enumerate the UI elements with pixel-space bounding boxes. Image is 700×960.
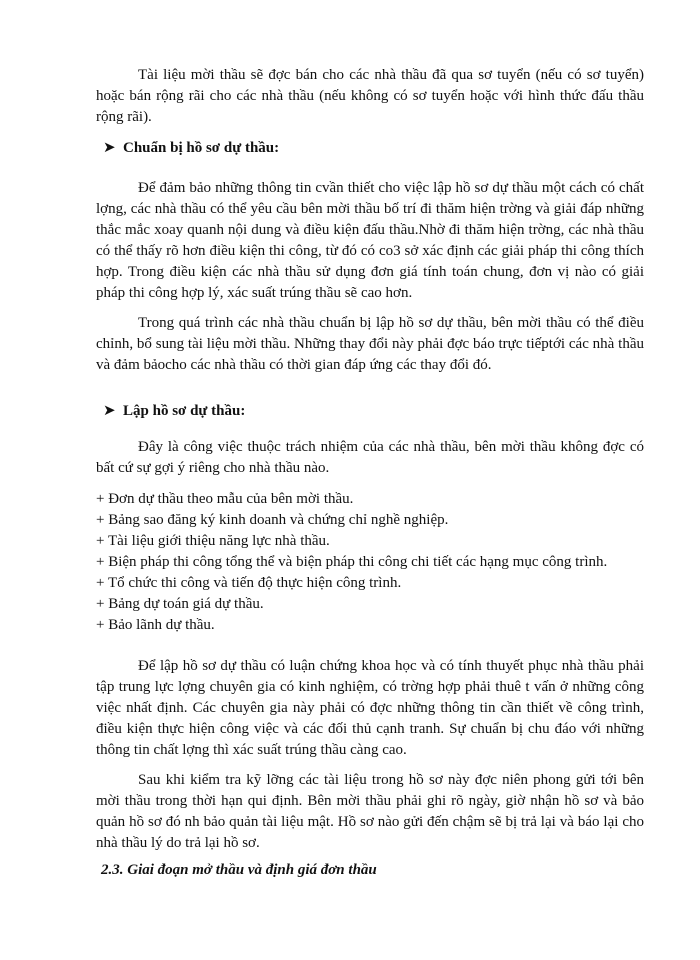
paragraph-responsibility: Đây là công việc thuộc trách nhiệm của các nhà thầu, bên mời thầu không đợc có bất cứ sự gợi ý riêng cho nhà thầu nào. [96,439,644,476]
list-item: + Đơn dự thầu theo mẫu của bên mời thầu. [96,491,354,507]
list-item: + Bảng sao đăng ký kinh doanh và chứng chỉ nghề nghiệp. [96,512,449,528]
list-item: + Tài liệu giới thiệu năng lực nhà thầu. [96,533,330,549]
paragraph-adjustments: Trong quá trình các nhà thầu chuẩn bị lập hồ sơ dự thầu, bên mời thầu có thể điều chỉnh, bổ sung tài liệu mời thầu. Những thay đổi này phải đợc báo trực tiếptới các nhà thầu và đảm bảocho các nhà thầu có thời gian đáp ứng các thay đổi đó. [96,315,644,373]
list-item: + Tổ chức thi công và tiến độ thực hiện công trình. [96,575,402,591]
bid-documents-list [96,489,644,636]
paragraph-intro: Tài liệu mời thầu sẽ đợc bán cho các nhà thầu đã qua sơ tuyển (nếu có sơ tuyển) hoặc bán rộng rãi cho các nhà thầu (nếu không có sơ tuyển hoặc với hình thức đấu thầu rộng rãi). [96,67,644,125]
arrow-bullet-icon: ➤ [103,403,116,419]
paragraph-experts: Để lập hồ sơ dự thầu có luận chứng khoa học và có tính thuyết phục nhà thầu phải tập trung lực lợng chuyên gia có kinh nghiệm, có trờng hợp phải thuê t vấn ở những công việc nhất định. Các chuyên gia này phải có đợc những thông tin cần thiết về công trình, điều kiện thực hiện công việc và các đối thủ cạnh tranh. Sự chuẩn bị chu đáo với những thông tin chất lợng thì xác suất trúng thầu càng cao. [96,658,644,758]
heading-create-bid [103,401,245,422]
heading-prepare-bid [103,138,279,159]
arrow-bullet-icon: ➤ [103,140,116,156]
heading-text: Chuẩn bị hồ sơ dự thầu: [123,140,280,156]
list-item: + Biện pháp thi công tổng thể và biện pháp thi công chi tiết các hạng mục công trình. [96,554,608,570]
paragraph-site-visit: Để đảm bảo những thông tin cvần thiết cho việc lập hồ sơ dự thầu một cách có chất lợng, các nhà thầu có thể yêu cầu bên mời thầu bố trí đi thăm hiện trờng và giải đáp những thắc mắc xoay quanh nội dung và điều kiện đấu thầu.Nhờ đi thăm hiện trờng, các nhà thầu có thể thấy rõ hơn điều kiện thi công, từ đó có co3 sở xác định các giải pháp thi công thích hợp. Trong điều kiện các nhà thầu sử dụng đơn giá tính toán chung, đơn vị nào có giải pháp thi công hợp lý, xác suất trúng thầu sẽ cao hơn. [96,180,644,301]
list-item: + Bảng dự toán giá dự thầu. [96,596,264,612]
section-title: 2.3. Giai đoạn mở thầu và định giá đơn thầu [101,862,377,878]
heading-text: Lập hồ sơ dự thầu: [123,403,246,419]
paragraph-submission: Sau khi kiểm tra kỹ lỡng các tài liệu trong hồ sơ này đợc niên phong gửi tới bên mời thầu trong thời hạn qui định. Bên mời thầu phải ghi rõ ngày, giờ nhận hồ sơ và bảo quản hồ sơ đó nh bảo quản tài liệu mật. Hồ sơ nào gửi đến chậm sẽ bị trả lại và báo lại cho nhà thầu lý do trả lại hồ sơ. [96,772,644,851]
list-item: + Bảo lãnh dự thầu. [96,617,215,633]
